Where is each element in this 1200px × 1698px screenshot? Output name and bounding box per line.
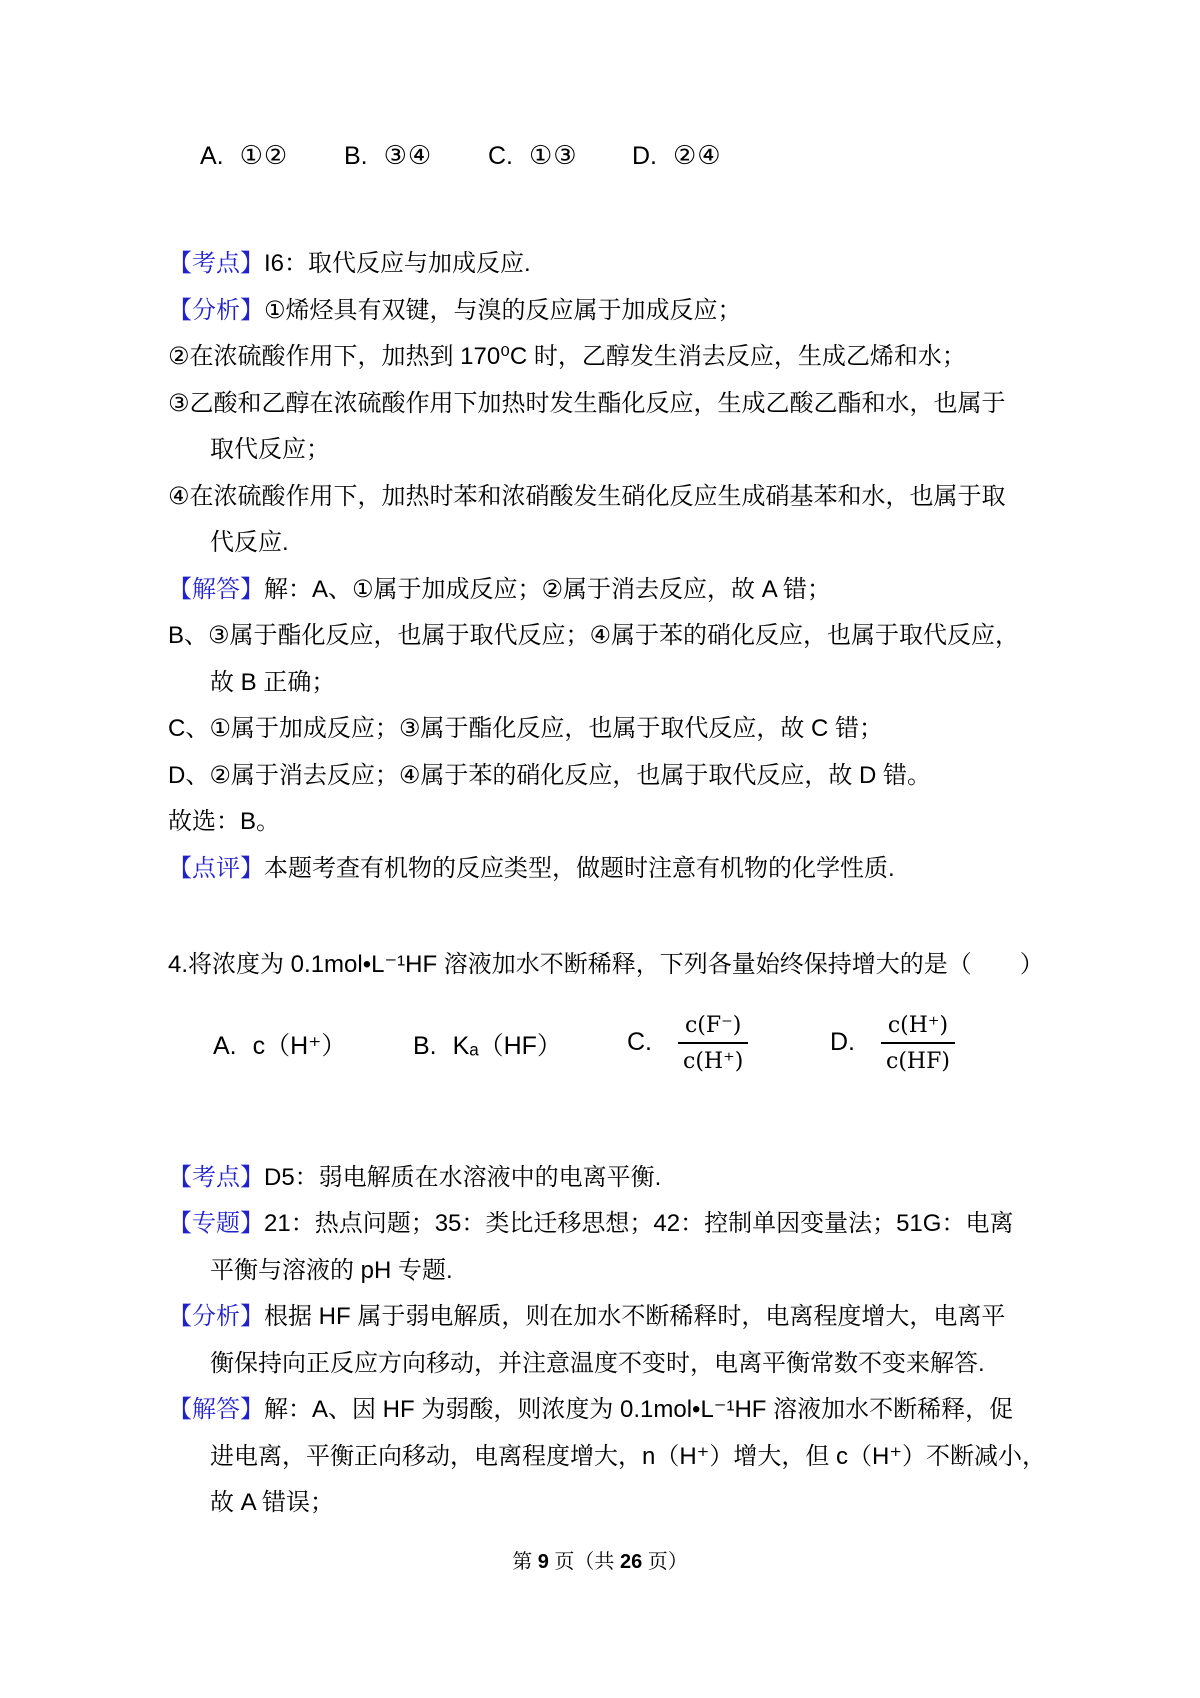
q4-option-c-numerator: c(F⁻) (684, 1013, 742, 1038)
kaodian-tag: 【考点】 (168, 250, 264, 277)
q4-option-c (627, 1012, 830, 1075)
fenxi-tag: 【分析】 (168, 296, 264, 324)
q3-conclusion-line (168, 799, 1048, 846)
q3-analysis-line-3a (168, 381, 1048, 428)
footer-page-number: 9 (537, 1551, 549, 1573)
q4-fenxi-text-2: 衡保持向正反应方向移动，并注意温度不变时，电离平衡常数不变来解答. (210, 1349, 985, 1377)
q3-jieda-text-b2: 故 B 正确； (210, 668, 336, 696)
q4-zhuanti-line-2 (168, 1248, 1048, 1295)
q4-option-a (213, 1026, 413, 1062)
q4-option-d-numerator: c(H⁺) (887, 1013, 949, 1038)
q3-option-d (632, 132, 722, 180)
jieda-tag: 【解答】 (168, 1396, 264, 1423)
q3-analysis-text-2: ②在浓硫酸作用下，加热到 170⁰C 时，乙醇发生消去反应，生成乙烯和水； (168, 343, 966, 370)
q3-jieda-line-b2 (168, 660, 1048, 707)
q3-fenxi-text: ①烯烃具有双键，与溴的反应属于加成反应； (264, 296, 742, 324)
q3-options-row (168, 132, 1048, 180)
q3-option-a (200, 132, 344, 180)
q4-option-d-label: D. (830, 1028, 855, 1057)
q3-jieda-text: 解：A、①属于加成反应；②属于消去反应，故 A 错； (264, 575, 832, 603)
q4-jieda-text: 解：A、因 HF 为弱酸，则浓度为 0.1mol•L⁻¹HF 溶液加水不断稀释，促 (264, 1396, 1014, 1423)
q3-jieda-line (168, 567, 1048, 614)
q3-analysis-text-4a: ④在浓硫酸作用下，加热时苯和浓硝酸发生硝化反应生成硝基苯和水，也属于取 (168, 482, 1006, 510)
q3-analysis-text-3b: 取代反应； (210, 436, 330, 463)
q4-jieda-text-2: 进电离，平衡正向移动，电离程度增大，n（H⁺）增大，但 c（H⁺）不断减小， (210, 1442, 1047, 1470)
footer-middle: 页（共 (548, 1551, 620, 1573)
q3-analysis-line-4b (168, 520, 1048, 567)
q4-kaodian-text: D5：弱电解质在水溶液中的电离平衡. (264, 1163, 662, 1191)
q3-dianping-text: 本题考查有机物的反应类型，做题时注意有机物的化学性质. (264, 854, 895, 882)
q3-jieda-text-b1: B、③属于酯化反应，也属于取代反应；④属于苯的硝化反应，也属于取代反应， (168, 622, 1020, 649)
q3-jieda-line-b1 (168, 613, 1048, 660)
q4-jieda-text-3: 故 A 错误； (210, 1489, 335, 1516)
q3-option-c (488, 132, 632, 180)
q4-jieda-line-3 (168, 1480, 1048, 1527)
q4-jieda-line (168, 1387, 1048, 1434)
q4-options-row (168, 989, 1048, 1099)
q4-fenxi-line-2 (168, 1341, 1048, 1388)
q3-kaodian-line (168, 241, 1048, 288)
fenxi-tag: 【分析】 (168, 1303, 264, 1330)
q3-dianping-line (168, 846, 1048, 893)
q4-zhuanti-line (168, 1201, 1048, 1248)
q4-jieda-line-2 (168, 1434, 1048, 1481)
exam-page-content (168, 0, 1048, 1527)
q4-fenxi-line (168, 1294, 1048, 1341)
q3-option-d-label: D. (632, 142, 657, 170)
footer-prefix: 第 (512, 1551, 538, 1573)
jieda-tag: 【解答】 (168, 575, 264, 603)
q3-option-b (344, 132, 488, 180)
q4-option-d-fraction (881, 1012, 955, 1075)
q4-option-b (413, 1026, 627, 1062)
q3-option-b-value: ③④ (383, 140, 433, 170)
q3-analysis-line-4a (168, 474, 1048, 521)
q3-jieda-text-c: C、①属于加成反应；③属于酯化反应，也属于取代反应，故 C 错； (168, 715, 884, 742)
q4-option-b-value: Kₐ（HF） (452, 1031, 562, 1060)
q4-option-d (830, 1012, 955, 1075)
q3-option-a-value: ①② (239, 140, 289, 170)
q3-analysis-text-3a: ③乙酸和乙醇在浓硫酸作用下加热时发生酯化反应，生成乙酸乙酯和水，也属于 (168, 389, 1006, 417)
q3-jieda-line-c (168, 706, 1048, 753)
page-footer (0, 1548, 1200, 1576)
q4-option-a-label: A. (213, 1031, 237, 1060)
q4-kaodian-line (168, 1155, 1048, 1202)
q4-option-a-value: c（H⁺） (252, 1031, 347, 1060)
dianping-tag: 【点评】 (168, 854, 264, 882)
q4-zhuanti-text-2: 平衡与溶液的 pH 专题. (210, 1256, 453, 1284)
kaodian-tag: 【考点】 (168, 1163, 264, 1191)
footer-suffix: 页） (642, 1551, 688, 1573)
q3-analysis-text-4b: 代反应. (210, 529, 289, 556)
footer-total-pages: 26 (620, 1551, 643, 1573)
q3-fenxi-line (168, 288, 1048, 335)
q4-stem (168, 942, 1048, 989)
q3-conclusion-text: 故选：B。 (168, 808, 281, 835)
q3-jieda-text-d: D、②属于消去反应；④属于苯的硝化反应，也属于取代反应，故 D 错。 (168, 761, 932, 789)
q4-option-c-fraction (678, 1012, 748, 1075)
zhuanti-tag: 【专题】 (168, 1210, 264, 1237)
q3-analysis-line-2 (168, 334, 1048, 381)
q4-fenxi-text: 根据 HF 属于弱电解质，则在加水不断稀释时，电离程度增大，电离平 (264, 1303, 1006, 1330)
q3-option-a-label: A. (200, 142, 224, 170)
q4-zhuanti-text: 21：热点问题；35：类比迁移思想；42：控制单因变量法；51G：电离 (264, 1210, 1014, 1237)
q3-option-b-label: B. (344, 142, 368, 170)
q3-option-d-value: ②④ (673, 140, 722, 170)
q3-option-c-label: C. (488, 142, 513, 170)
q4-option-c-denominator: c(H⁺) (678, 1042, 748, 1075)
q4-stem-text: 4.将浓度为 0.1mol•L⁻¹HF 溶液加水不断稀释，下列各量始终保持增大的是（ ） (168, 951, 1044, 978)
q3-analysis-line-3b (168, 427, 1048, 474)
q4-option-c-label: C. (627, 1028, 652, 1057)
q4-option-b-label: B. (413, 1031, 437, 1060)
q3-jieda-line-d (168, 753, 1048, 800)
q3-option-c-value: ①③ (529, 140, 578, 170)
q3-kaodian-text: I6：取代反应与加成反应. (264, 250, 531, 277)
q4-option-d-denominator: c(HF) (881, 1042, 955, 1075)
